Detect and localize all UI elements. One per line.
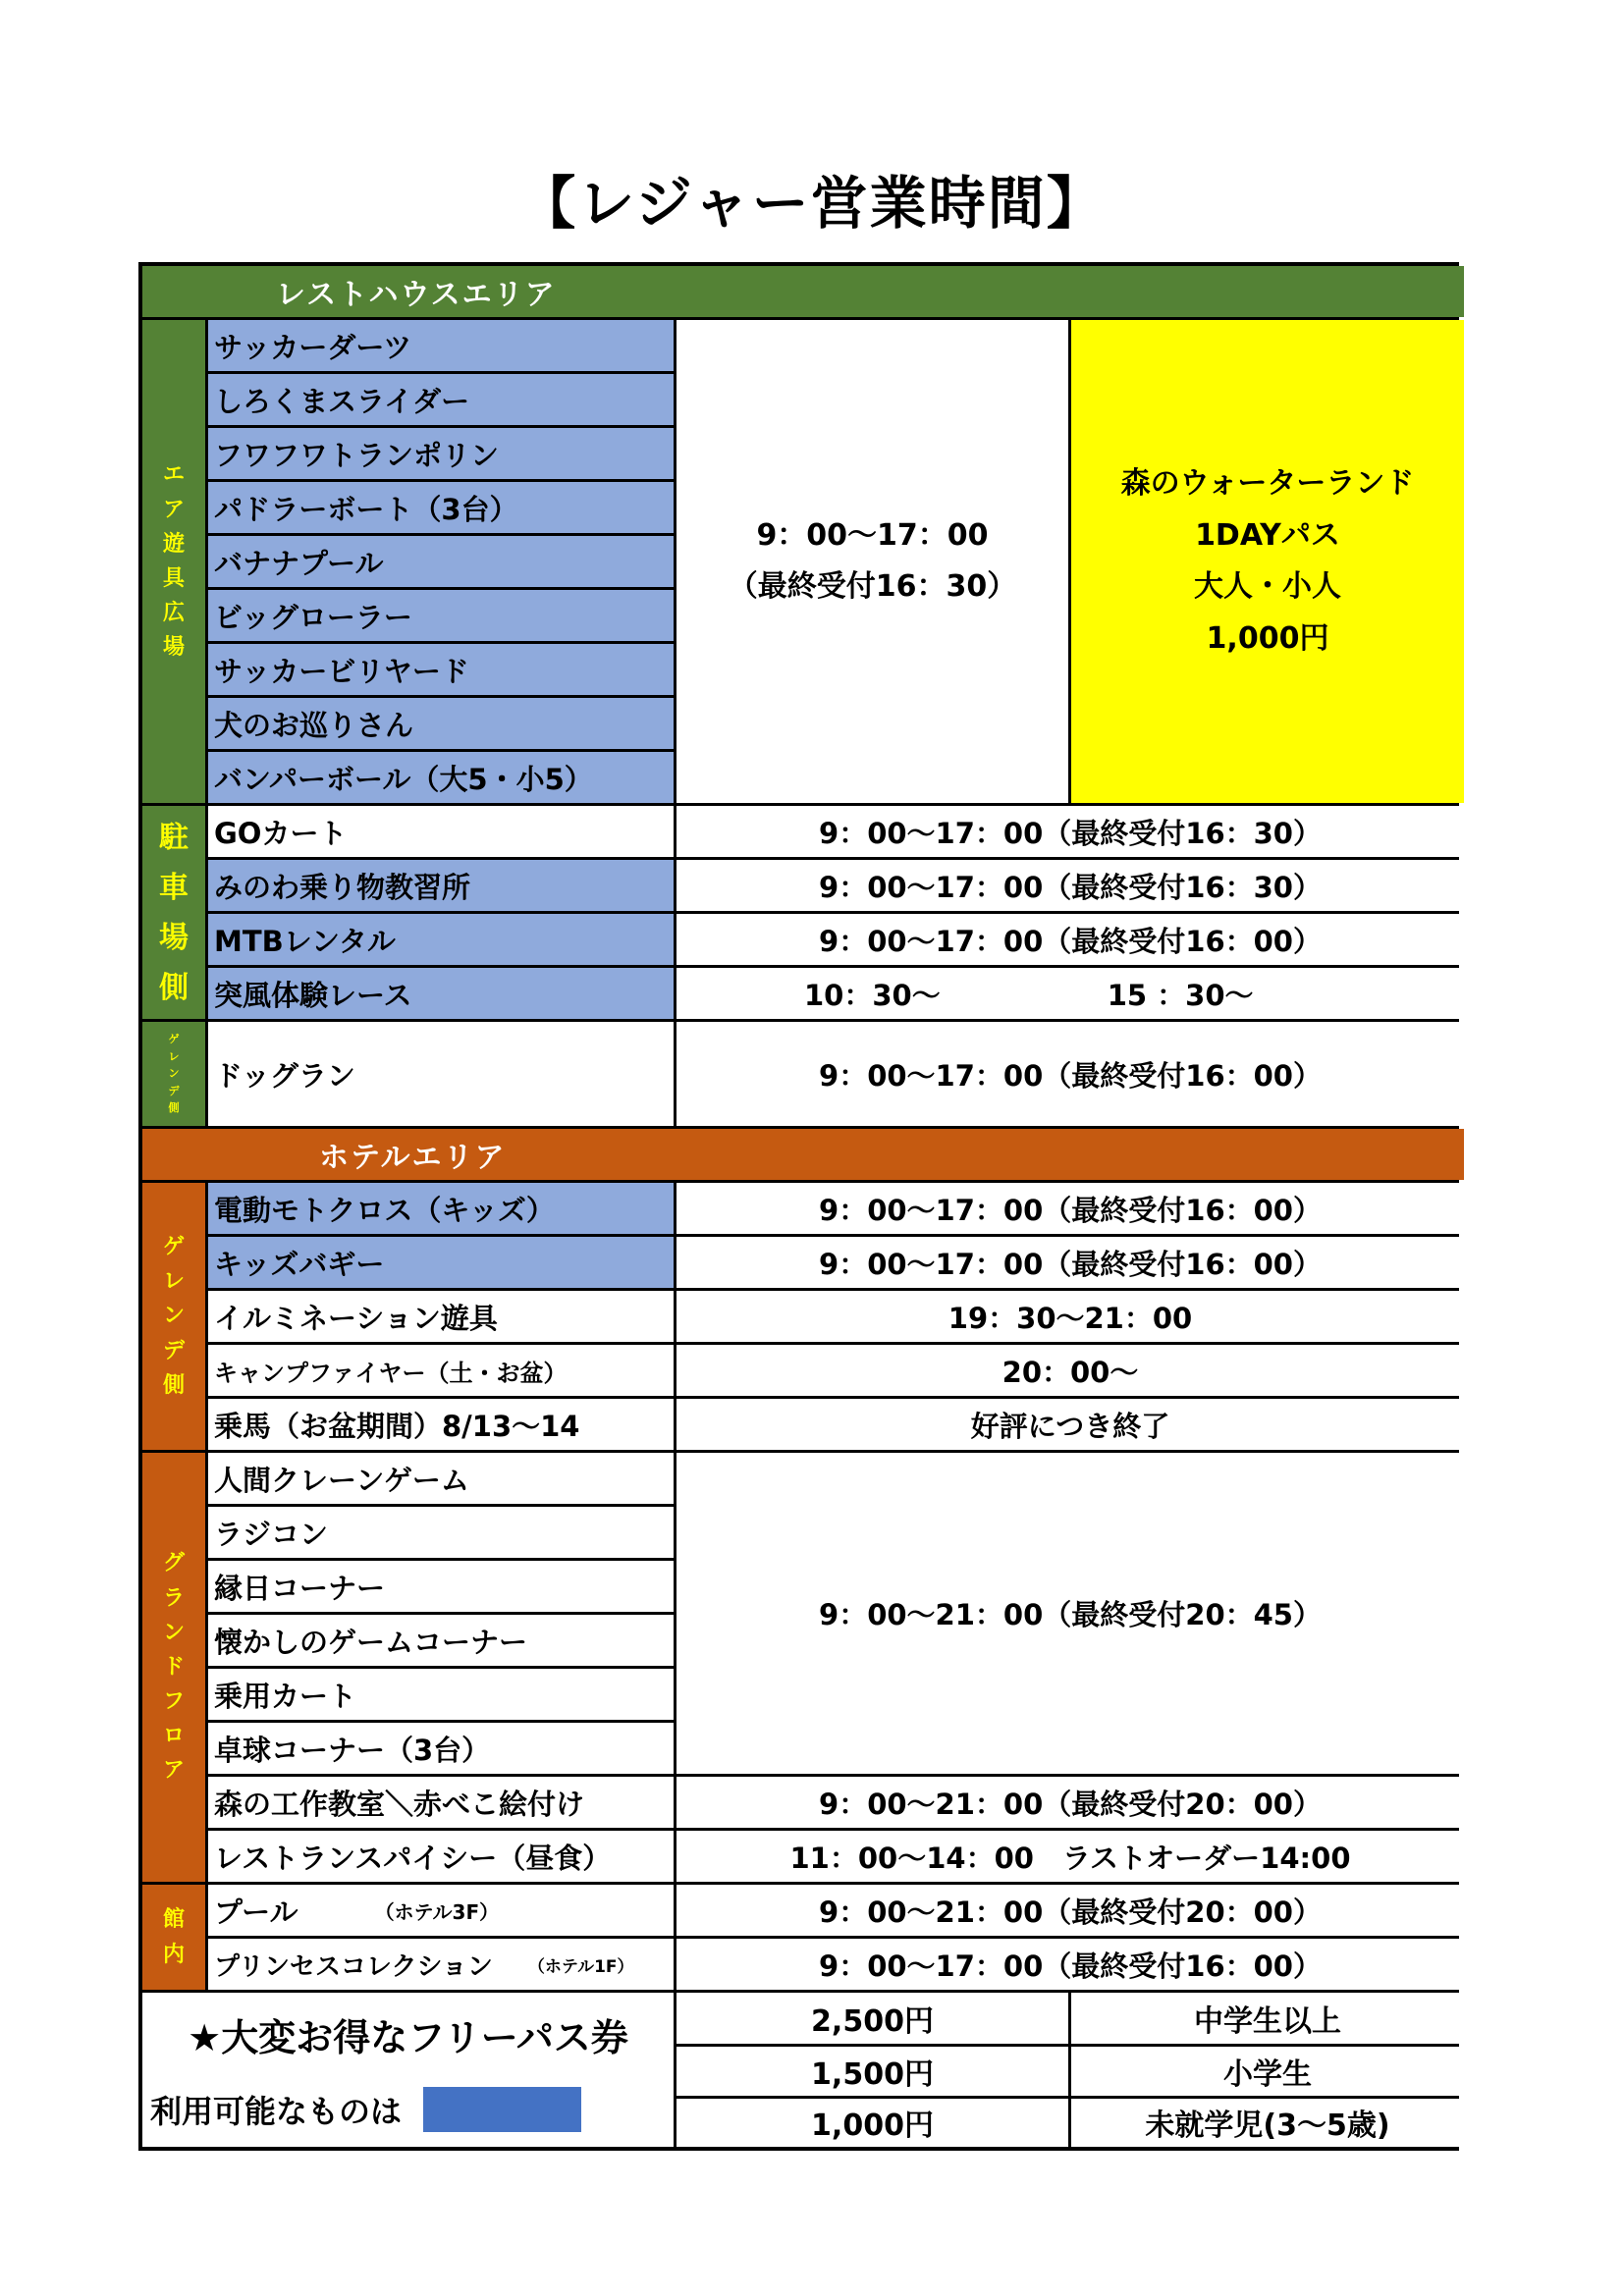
attraction-hours: 9：00〜17：00（最終受付16：00）	[677, 914, 1464, 965]
attraction-name: イルミネーション遊具	[208, 1291, 674, 1342]
attraction-name: プリンセスコレクション （ホテル1F）	[208, 1939, 674, 1990]
attraction-hours: 9：00〜17：00（最終受付16：30）	[677, 860, 1464, 911]
attraction-hours: 好評につき終了	[677, 1399, 1464, 1450]
free-pass-target: 小学生	[1071, 2047, 1464, 2096]
inside-label: 館 内	[142, 1885, 205, 1990]
attraction-hours: 9：00〜21：00（最終受付20：00）	[677, 1777, 1464, 1828]
available-color-swatch	[423, 2087, 581, 2132]
free-pass-target: 未就学児(3〜5歳)	[1071, 2099, 1464, 2148]
attraction-name: 人間クレーンゲーム	[208, 1453, 674, 1504]
attraction-name: ビッグローラー	[208, 590, 674, 641]
attraction-hours: 20：00〜	[677, 1345, 1464, 1396]
air-playground-label: エ ア 遊 具 広 場	[142, 320, 205, 803]
hotel-slope-side-label: ゲ レ ン デ 側	[142, 1183, 205, 1450]
attraction-name: キャンプファイヤー（土・お盆）	[208, 1345, 674, 1396]
attraction-hours: 9：00〜21：00（最終受付20：00）	[677, 1885, 1464, 1936]
attraction-name: ドッグラン	[208, 1022, 674, 1126]
attraction-name: ラジコン	[208, 1507, 674, 1558]
attraction-name: みのわ乗り物教習所	[208, 860, 674, 911]
attraction-name: 卓球コーナー（3台）	[208, 1723, 674, 1774]
attraction-name: プール （ホテル3F）	[208, 1885, 674, 1936]
attraction-name: 突風体験レース	[208, 968, 674, 1019]
attraction-hours: 19：30〜21：00	[677, 1291, 1464, 1342]
attraction-name: フワフワトランポリン	[208, 428, 674, 479]
attraction-hours: 11：00〜14：00 ラストオーダー14:00	[677, 1831, 1464, 1882]
attraction-hours: 9：00〜17：00（最終受付16：00）	[677, 1022, 1464, 1126]
free-pass-availability: 利用可能なものは	[150, 2087, 666, 2132]
attraction-name: バナナプール	[208, 536, 674, 587]
free-pass-price: 2,500円	[677, 1993, 1068, 2044]
attraction-name: 犬のお巡りさん	[208, 698, 674, 749]
attraction-hours: 9：00〜17：00（最終受付16：00）	[677, 1237, 1464, 1288]
attraction-name: 乗用カート	[208, 1669, 674, 1720]
attraction-name: GOカート	[208, 806, 674, 857]
free-pass-info	[142, 1993, 674, 2147]
attraction-name: 懐かしのゲームコーナー	[208, 1615, 674, 1666]
free-pass-price: 1,000円	[677, 2099, 1068, 2148]
attraction-hours: 9：00〜17：00（最終受付16：00）	[677, 1939, 1464, 1990]
grand-floor-label: グ ラ ン ド フ ロ ア	[142, 1453, 205, 1882]
parking-side-label: 駐 車 場 側	[142, 806, 205, 1019]
rest-house-area-header: レストハウスエリア	[142, 266, 1464, 317]
grand-floor-hours: 9：00〜21：00（最終受付20：45）	[677, 1453, 1464, 1774]
attraction-name: サッカーダーツ	[208, 320, 674, 371]
attraction-name: 電動モトクロス（キッズ）	[208, 1183, 674, 1234]
attraction-name: サッカービリヤード	[208, 644, 674, 695]
attraction-name: 森の工作教室＼赤べこ絵付け	[208, 1777, 674, 1828]
hotel-area-header: ホテルエリア	[142, 1129, 1464, 1180]
slope-side-label: ゲ レ ン デ 側	[142, 1022, 205, 1126]
leisure-hours-table	[138, 262, 1459, 2151]
page-title: 【レジャー営業時間】	[518, 170, 1106, 237]
attraction-name: パドラーボート（3台）	[208, 482, 674, 533]
waterland-day-pass: 森のウォーターランド 1DAYパス 大人・小人 1,000円	[1071, 320, 1464, 803]
free-pass-price: 1,500円	[677, 2047, 1068, 2096]
attraction-name: 縁日コーナー	[208, 1561, 674, 1612]
attraction-hours: 9：00〜17：00（最終受付16：00）	[677, 1183, 1464, 1234]
attraction-name: キッズバギー	[208, 1237, 674, 1288]
attraction-name: しろくまスライダー	[208, 374, 674, 425]
free-pass-target: 中学生以上	[1071, 1993, 1464, 2044]
free-pass-title: ★大変お得なフリーパス券	[188, 2016, 628, 2059]
attraction-name: バンパーボール（大5・小5）	[208, 752, 674, 803]
attraction-name: 乗馬（お盆期間）8/13〜14	[208, 1399, 674, 1450]
attraction-name: MTBレンタル	[208, 914, 674, 965]
attraction-name: レストランスパイシー（昼食）	[208, 1831, 674, 1882]
air-playground-hours: 9：00〜17：00 （最終受付16：30）	[677, 320, 1068, 803]
attraction-hours: 10：30〜 15 ：30〜	[677, 968, 1464, 1019]
attraction-hours: 9：00〜17：00（最終受付16：30）	[677, 806, 1464, 857]
